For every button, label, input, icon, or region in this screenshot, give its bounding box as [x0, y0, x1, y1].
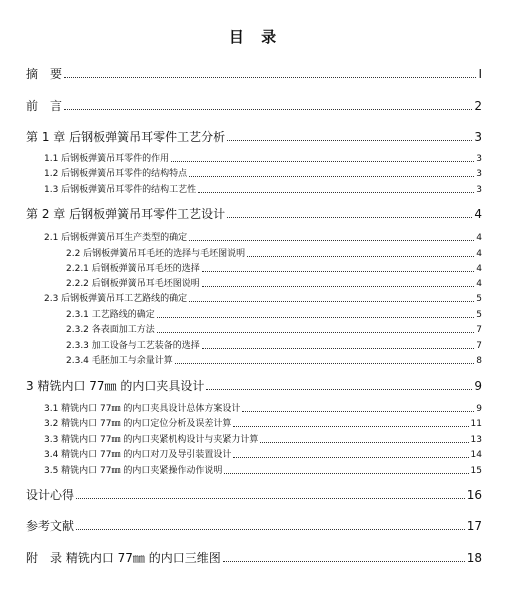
toc-entry-label: 2.3.4 毛胚加工与余量计算 [66, 356, 173, 366]
toc-entry [66, 311, 482, 320]
toc-entry [66, 280, 482, 289]
dot-leader [175, 363, 475, 364]
dot-leader [223, 561, 465, 562]
dot-leader [202, 271, 475, 272]
dot-leader [206, 389, 472, 390]
dot-leader [233, 426, 468, 427]
toc-entry [44, 295, 482, 304]
toc-entry-label: 2.2.1 后钢板弹簧吊耳毛坯的选择 [66, 264, 200, 274]
toc-entry [66, 357, 482, 366]
toc-entry [44, 420, 482, 429]
toc-entry-page: I [478, 67, 482, 81]
dot-leader [202, 286, 475, 287]
toc-entry [66, 250, 482, 259]
toc-entry-page: 17 [466, 519, 482, 533]
dot-leader [76, 498, 465, 499]
toc-entry [26, 68, 482, 80]
toc-entry-page: 11 [470, 419, 482, 429]
toc-entry [44, 436, 482, 445]
toc-entry-page: 4 [476, 264, 482, 274]
toc-entry-label: 1.3 后钢板弹簧吊耳零件的结构工艺性 [44, 185, 197, 195]
toc-entry-page: 4 [474, 207, 482, 221]
toc-entry-page: 9 [474, 379, 482, 393]
toc-entry-label: 3 精铣内口 77㎜ 的内口夹具设计 [26, 379, 205, 393]
toc-entry-page: 13 [470, 435, 482, 445]
toc-entry-page: 9 [476, 404, 482, 414]
toc-entry-page: 16 [466, 488, 482, 502]
toc-entry [44, 155, 482, 164]
dot-leader [64, 109, 472, 110]
toc-entry-label: 2.3 后钢板弹簧吊耳工艺路线的确定 [44, 294, 188, 304]
toc-entry [44, 186, 482, 195]
toc-entry-page: 7 [476, 325, 482, 335]
dot-leader [157, 332, 475, 333]
toc-entry-page: 5 [476, 294, 482, 304]
dot-leader [189, 301, 474, 302]
dot-leader [157, 317, 475, 318]
toc-entry-page: 3 [476, 154, 482, 164]
dot-leader [242, 411, 474, 412]
dot-leader [202, 348, 475, 349]
toc-entry-label: 第 1 章 后钢板弹簧吊耳零件工艺分析 [26, 130, 226, 144]
toc-entry-label: 3.4 精铣内口 77㎜ 的内口对刀及导引装置设计 [44, 450, 232, 460]
toc-entry [44, 234, 482, 243]
toc-entry-page: 5 [476, 310, 482, 320]
toc-entry-label: 1.1 后钢板弹簧吊耳零件的作用 [44, 154, 170, 164]
dot-leader [76, 529, 465, 530]
dot-leader [171, 161, 474, 162]
toc-entry [66, 265, 482, 274]
toc-entry [26, 380, 482, 392]
toc-entry-page: 2 [474, 99, 482, 113]
dot-leader [227, 140, 472, 141]
toc-entry [26, 100, 482, 112]
dot-leader [260, 442, 468, 443]
toc-entry-label: 3.2 精铣内口 77㎜ 的内口定位分析及误差计算 [44, 419, 232, 429]
toc-entry-page: 8 [476, 356, 482, 366]
toc-entry-label: 2.3.1 工艺路线的确定 [66, 310, 155, 320]
dot-leader [247, 256, 474, 257]
toc-entry-label: 附 录 精铣内口 77㎜ 的内口三维图 [26, 551, 221, 565]
toc-entry-label: 前 言 [26, 99, 63, 113]
toc-entry [26, 520, 482, 532]
toc-entry-page: 7 [476, 341, 482, 351]
toc-entry [44, 170, 482, 179]
toc-entry [66, 342, 482, 351]
dot-leader [64, 77, 476, 78]
toc-entry-label: 3.3 精铣内口 77㎜ 的内口夹紧机构设计与夹紧力计算 [44, 435, 259, 445]
toc-entry [44, 405, 482, 414]
dot-leader [227, 217, 472, 218]
dot-leader [198, 192, 474, 193]
toc-entry-page: 14 [470, 450, 482, 460]
toc-entry-label: 第 2 章 后钢板弹簧吊耳零件工艺设计 [26, 207, 226, 221]
toc-entry-page: 3 [474, 130, 482, 144]
dot-leader [189, 240, 474, 241]
dot-leader [224, 473, 468, 474]
toc-entry-label: 3.1 精铣内口 77㎜ 的内口夹具设计总体方案设计 [44, 404, 241, 414]
toc-entry-label: 2.1 后钢板弹簧吊耳生产类型的确定 [44, 233, 188, 243]
toc-entry-label: 3.5 精铣内口 77㎜ 的内口夹紧操作动作说明 [44, 466, 223, 476]
toc-entry-label: 1.2 后钢板弹簧吊耳零件的结构特点 [44, 169, 188, 179]
toc-entry-page: 18 [466, 551, 482, 565]
toc-entry-label: 2.3.3 加工设备与工艺装备的选择 [66, 341, 200, 351]
toc-entry-label: 2.3.2 各表面加工方法 [66, 325, 155, 335]
toc-entry-label: 2.2 后钢板弹簧吊耳毛坯的选择与毛坯图说明 [66, 249, 246, 259]
toc-entry [44, 467, 482, 476]
toc-entry-page: 15 [470, 466, 482, 476]
toc-entry [26, 552, 482, 564]
dot-leader [233, 457, 468, 458]
toc-entry-label: 2.2.2 后钢板弹簧吊耳毛坯图说明 [66, 279, 200, 289]
toc-entry-page: 3 [476, 169, 482, 179]
toc-entry-label: 摘 要 [26, 67, 63, 81]
toc-entry [26, 208, 482, 220]
toc-entry-page: 3 [476, 185, 482, 195]
toc-entry [44, 451, 482, 460]
toc-entry [26, 489, 482, 501]
toc-entry [66, 326, 482, 335]
toc-entry [26, 131, 482, 143]
toc-entry-label: 参考文献 [26, 519, 75, 533]
toc-entry-label: 设计心得 [26, 488, 75, 502]
toc-title: 目 录 [228, 28, 283, 46]
toc-entry-page: 4 [476, 249, 482, 259]
toc-entry-page: 4 [476, 233, 482, 243]
toc-entry-page: 4 [476, 279, 482, 289]
dot-leader [189, 176, 474, 177]
